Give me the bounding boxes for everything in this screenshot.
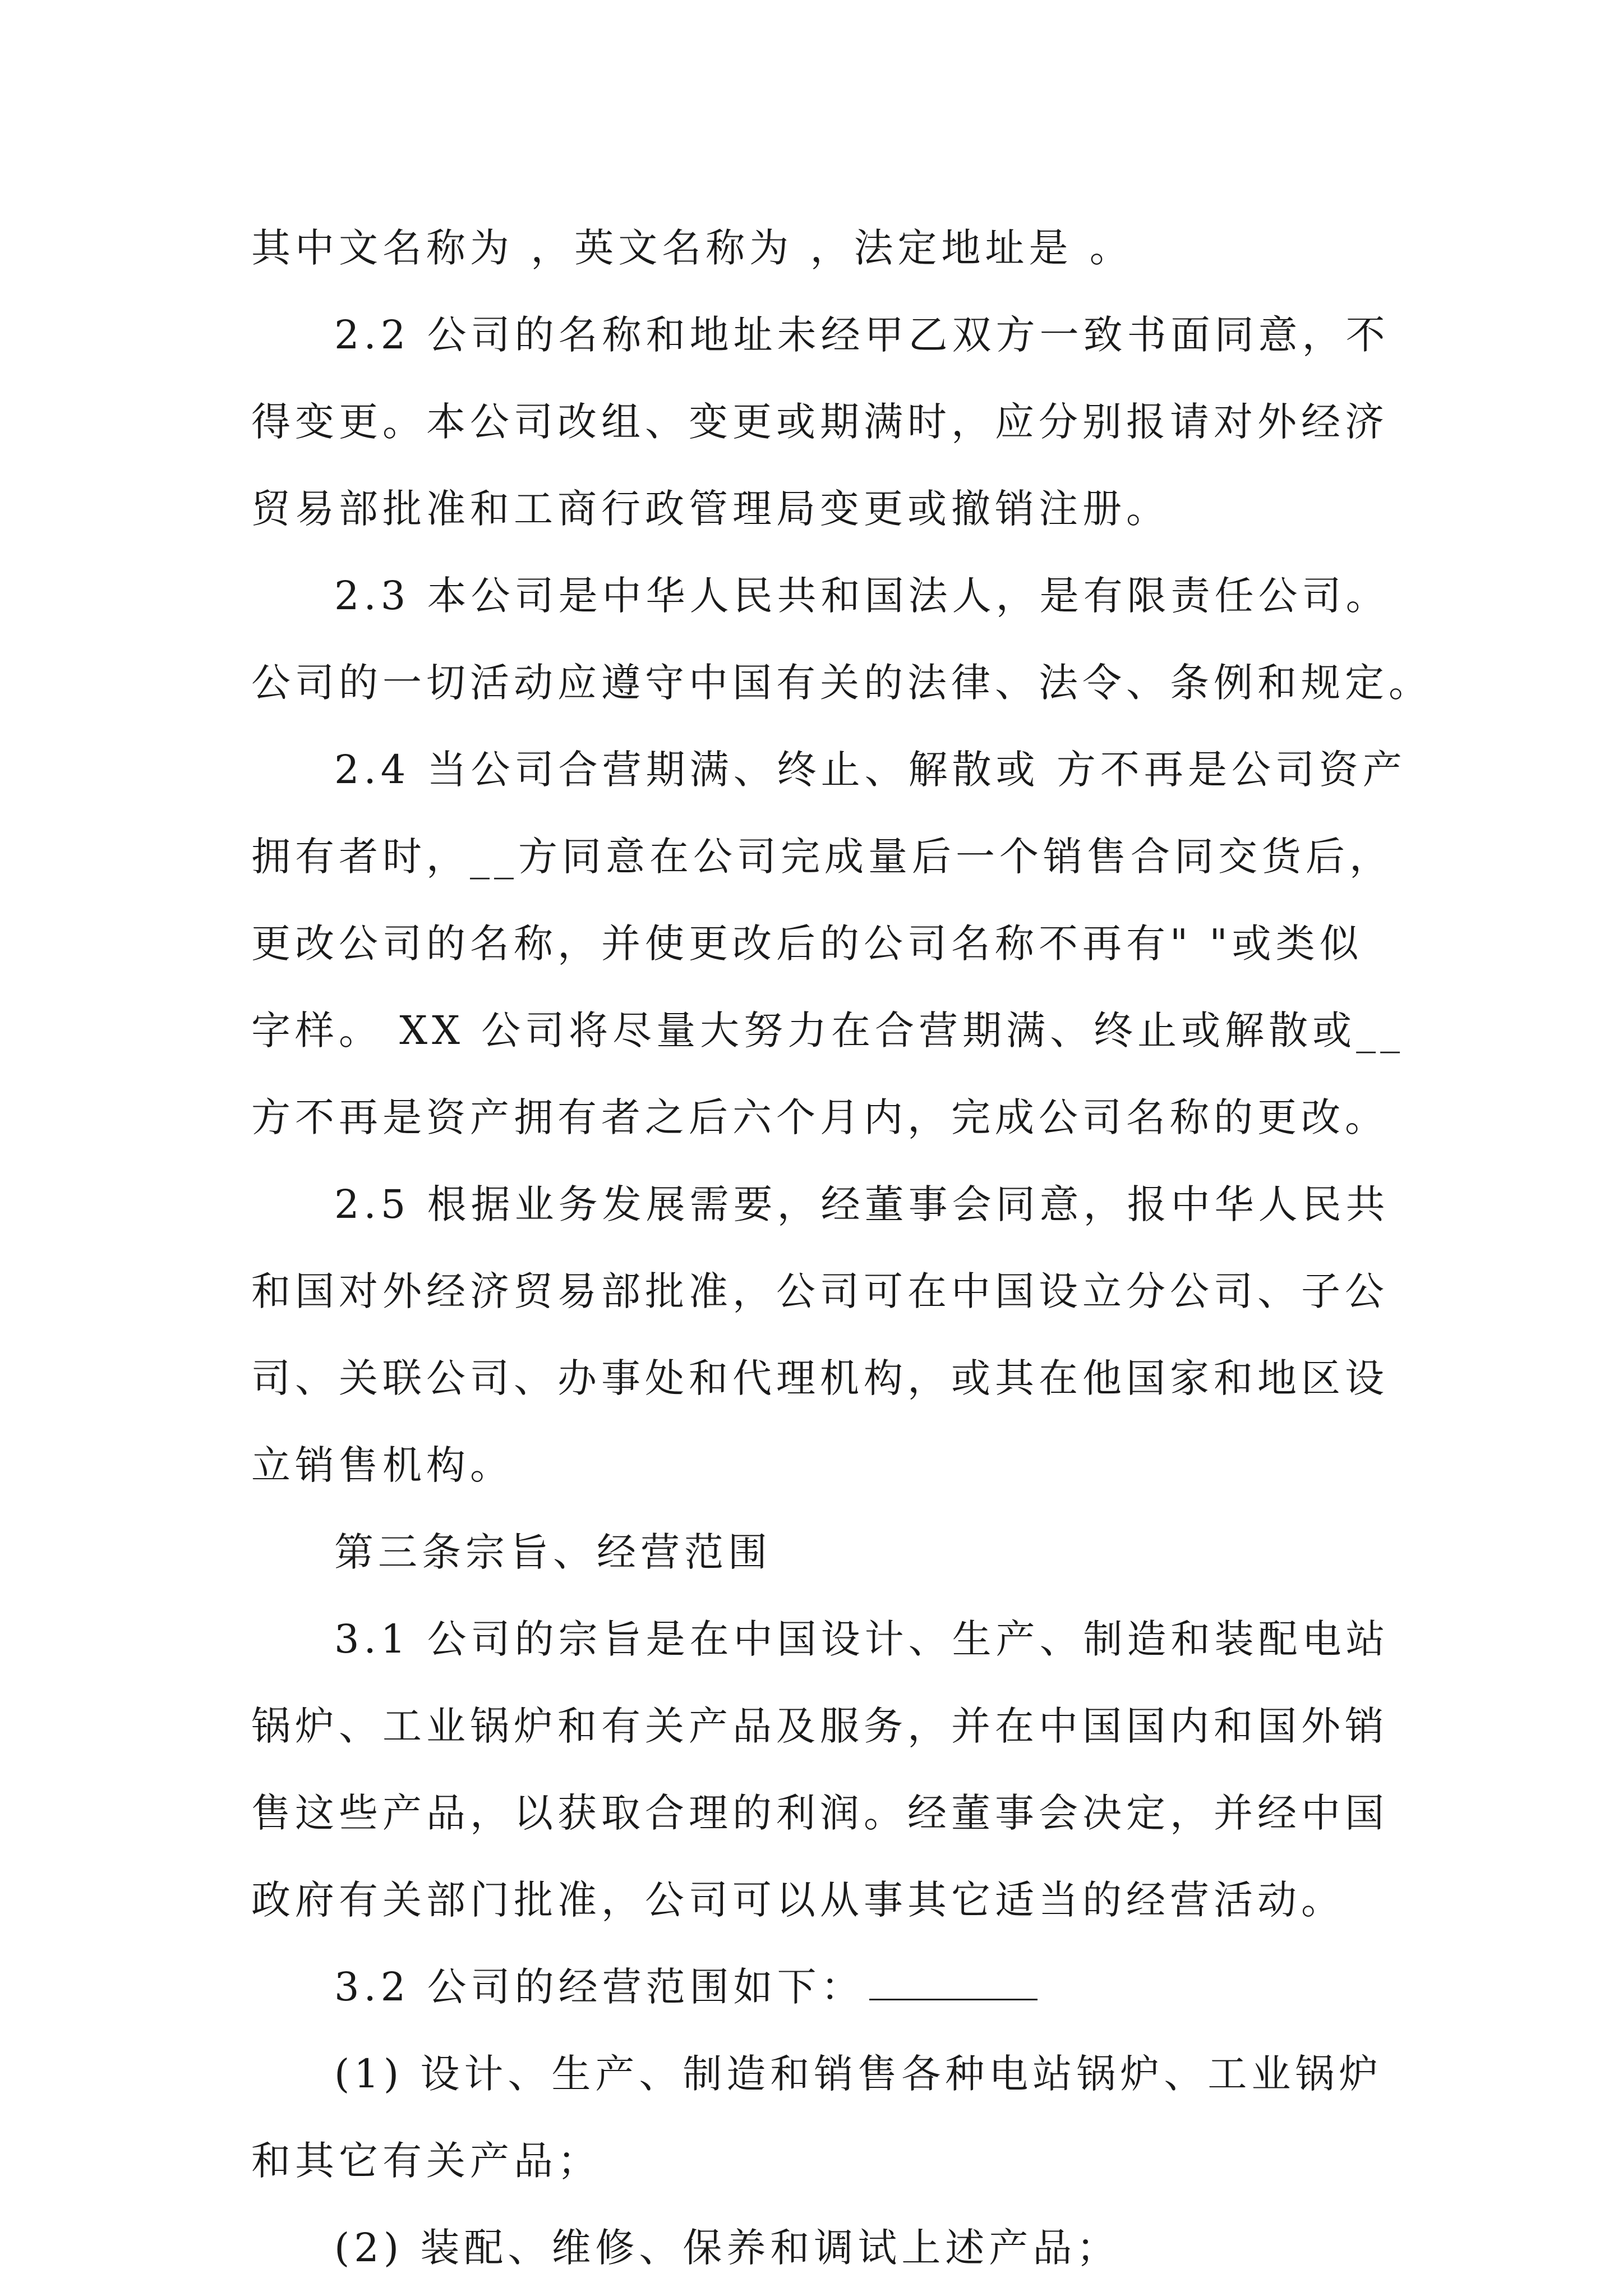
clause-3-2 [251, 1944, 1390, 2031]
text-line: 售这些产品，以获取合理的利润。经董事会决定，并经中国 [251, 1790, 1389, 1836]
list-item-1: (1) 设计、生产、制造和销售各种电站锅炉、工业锅炉 [334, 2051, 1383, 2097]
clause-2-5: 2.5 根据业务发展需要，经董事会同意，报中华人民共 [334, 1181, 1390, 1227]
clause-3-1: 3.1 公司的宗旨是在中国设计、生产、制造和装配电站 [334, 1616, 1390, 1662]
text-line: 锅炉、工业锅炉和有关产品及服务，并在中国国内和国外销 [251, 1703, 1389, 1749]
text-line: 字样。 XX 公司将尽量大努力在合营期满、终止或解散或__ [251, 1007, 1405, 1053]
text-line: 得变更。本公司改组、变更或期满时，应分别报请对外经济 [251, 399, 1389, 445]
text-line: 政府有关部门批准，公司可以从事其它适当的经营活动。 [251, 1877, 1345, 1923]
text-line: 和国对外经济贸易部批准，公司可在中国设立分公司、子公 [251, 1268, 1389, 1314]
text-line: 和其它有关产品； [251, 2138, 601, 2184]
clause-2-4: 2.4 当公司合营期满、终止、解散或 方不再是公司资产 [334, 747, 1407, 793]
blank-line [869, 1965, 1038, 2000]
document-body [251, 205, 1432, 2292]
text-line: 立销售机构。 [251, 1442, 514, 1488]
text-line: 方不再是资产拥有者之后六个月内，完成公司名称的更改。 [251, 1094, 1389, 1140]
section-heading: 第三条宗旨、经营范围 [334, 1529, 772, 1575]
text-line: 更改公司的名称，并使更改后的公司名称不再有" "或类似 [251, 921, 1363, 967]
text-line: 贸易部批准和工商行政管理局变更或撤销注册。 [251, 486, 1170, 532]
list-item-2: (2) 装配、维修、保养和调试上述产品； [334, 2225, 1121, 2271]
text-line: 其中文名称为 ，英文名称为 ，法定地址是 。 [251, 225, 1133, 271]
clause-2-3: 2.3 本公司是中华人民共和国法人，是有限责任公司。 [334, 573, 1390, 619]
clause-2-2: 2.2 公司的名称和地址未经甲乙双方一致书面同意，不 [334, 312, 1390, 358]
text-line: 司、关联公司、办事处和代理机构，或其在他国家和地区设 [251, 1355, 1389, 1401]
text-line: 拥有者时，__方同意在公司完成量后一个销售合同交货后， [251, 834, 1393, 880]
text-line: 公司的一切活动应遵守中国有关的法律、法令、条例和规定。 [251, 660, 1432, 706]
clause-3-2-text: 3.2 公司的经营范围如下： [334, 1964, 865, 2010]
